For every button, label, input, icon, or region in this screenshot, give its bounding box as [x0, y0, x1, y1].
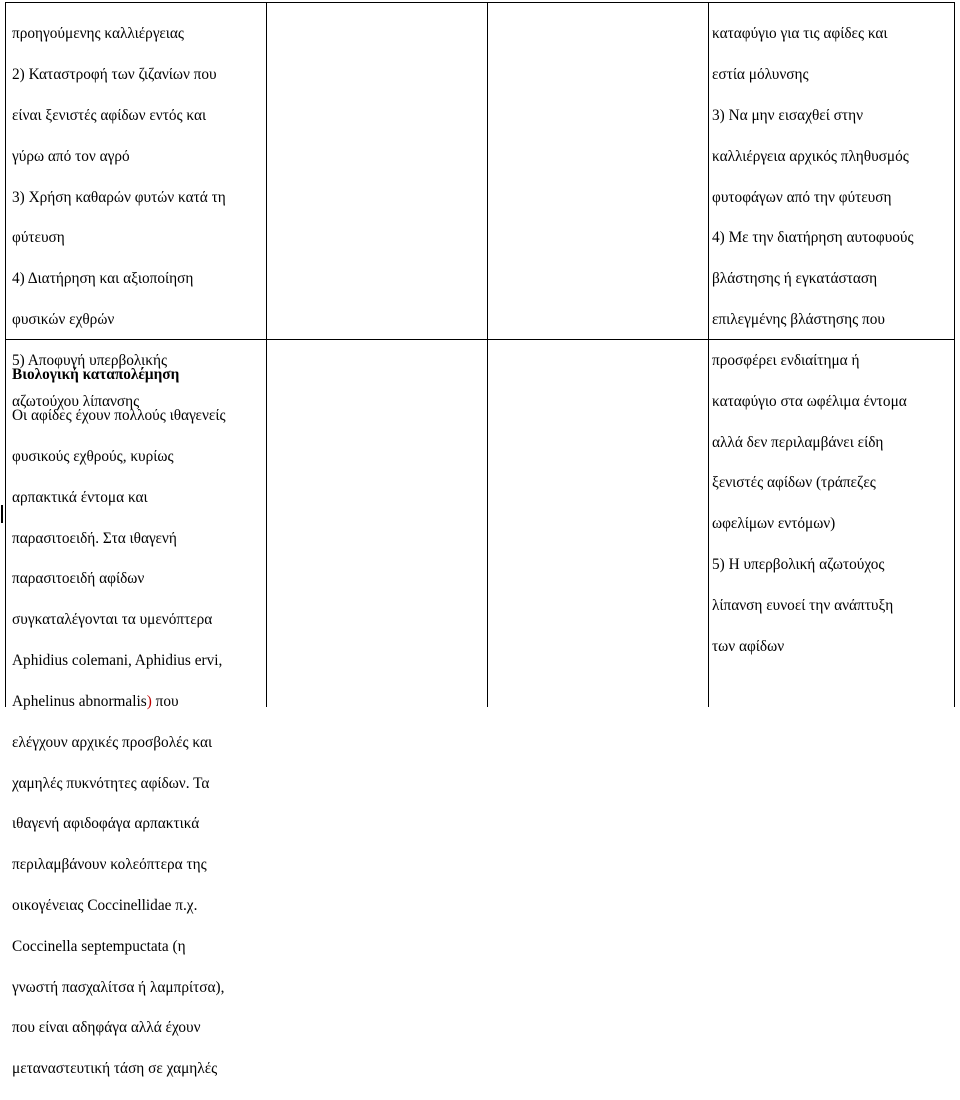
text-line: είναι ξενιστές αφίδων εντός και [12, 107, 207, 125]
text-line: αλλά δεν περιλαμβάνει είδη [712, 433, 884, 451]
row2-col3-empty [491, 345, 705, 705]
row2-col2-empty [270, 345, 484, 705]
table-border-col1 [266, 2, 267, 707]
table-border-col3 [708, 2, 709, 707]
row1-col2-empty [270, 4, 484, 334]
revision-change-bar [1, 505, 3, 523]
text-line: ξενιστές αφίδων (τράπεζες [712, 474, 876, 492]
text-line: Coccinella septempuctata (η [12, 937, 186, 955]
table-border-col2 [487, 2, 488, 707]
text-line: ιθαγενή αφιδοφάγα αρπακτικά [12, 815, 200, 833]
table-border-right [954, 2, 955, 707]
text-line: 3) Να μην εισαχθεί στην [712, 107, 863, 125]
text-line: ελέγχουν αρχικές προσβολές και [12, 733, 213, 751]
row2-col1-text [12, 345, 264, 1100]
text-line: αρπακτικά έντομα και [12, 488, 148, 506]
text-line: βλάστησης ή εγκατάσταση [712, 270, 878, 288]
text-line: συγκαταλέγονται τα υμενόπτερα [12, 611, 213, 629]
text-line: φύτευση [12, 229, 65, 247]
text-line: γύρω από τον αγρό [12, 147, 130, 165]
text-line: αζωτούχου λίπανσης [12, 392, 140, 410]
text-line: ωφελίμων εντόμων) [712, 515, 836, 533]
text-line: 5) Η υπερβολική αζωτούχος [712, 555, 885, 573]
text-line: 5) Αποφυγή υπερβολικής [12, 351, 168, 369]
text-line: φυσικών εχθρών [12, 311, 115, 329]
row2-col4-empty [712, 345, 952, 705]
row1-col3-empty [491, 4, 705, 334]
table-border-top [5, 2, 955, 3]
text-line-with-revision [12, 692, 264, 712]
text-line: 2) Καταστροφή των ζιζανίων που [12, 66, 217, 84]
text-fragment: Aphelinus abnormalis [12, 692, 147, 710]
text-line: παρασιτοειδή αφίδων [12, 570, 145, 588]
text-line: Aphidius colemani, Aphidius ervi, [12, 652, 223, 670]
text-line: περιλαμβάνουν κολεόπτερα της [12, 856, 207, 874]
text-line: φυτοφάγων από την φύτευση [712, 188, 892, 206]
table-border-left [5, 2, 6, 707]
text-line: οικογένειας Coccinellidae π.χ. [12, 896, 198, 914]
section-heading: Βιολογική καταπολέμηση [12, 366, 180, 384]
text-fragment: που [151, 692, 179, 710]
text-line: παρασιτοειδή. Στα ιθαγενή [12, 529, 177, 547]
text-line: Οι αφίδες έχουν πολλούς ιθαγενείς [12, 407, 226, 425]
text-line: 4) Διατήρηση και αξιοποίηση [12, 270, 194, 288]
text-line: φυσικούς εχθρούς, κυρίως [12, 448, 174, 466]
text-line: προηγούμενης καλλιέργειας [12, 25, 184, 43]
text-line: καταφύγιο στα ωφέλιμα έντομα [712, 392, 907, 410]
text-line: των αφίδων [712, 637, 785, 655]
text-line: καταφύγιο για τις αφίδες και [712, 25, 888, 43]
text-line: που είναι αδηφάγα αλλά έχουν [12, 1019, 201, 1037]
text-line: γνωστή πασχαλίτσα ή λαμπρίτσα), [12, 978, 225, 996]
text-line: 4) Με την διατήρηση αυτοφυούς [712, 229, 914, 247]
text-line: λίπανση ευνοεί την ανάπτυξη [712, 596, 894, 614]
text-line: εστία μόλυνσης [712, 66, 809, 84]
text-line: μεταναστευτική τάση σε χαμηλές [12, 1060, 218, 1078]
text-line: καλλιέργεια αρχικός πληθυσμός [712, 147, 909, 165]
text-line: προσφέρει ενδιαίτημα ή [712, 351, 860, 369]
text-line: 3) Χρήση καθαρών φυτών κατά τη [12, 188, 226, 206]
text-line: επιλεγμένης βλάστησης που [712, 311, 885, 329]
revision-mark: ) [146, 692, 152, 710]
text-line: χαμηλές πυκνότητες αφίδων. Τα [12, 774, 210, 792]
